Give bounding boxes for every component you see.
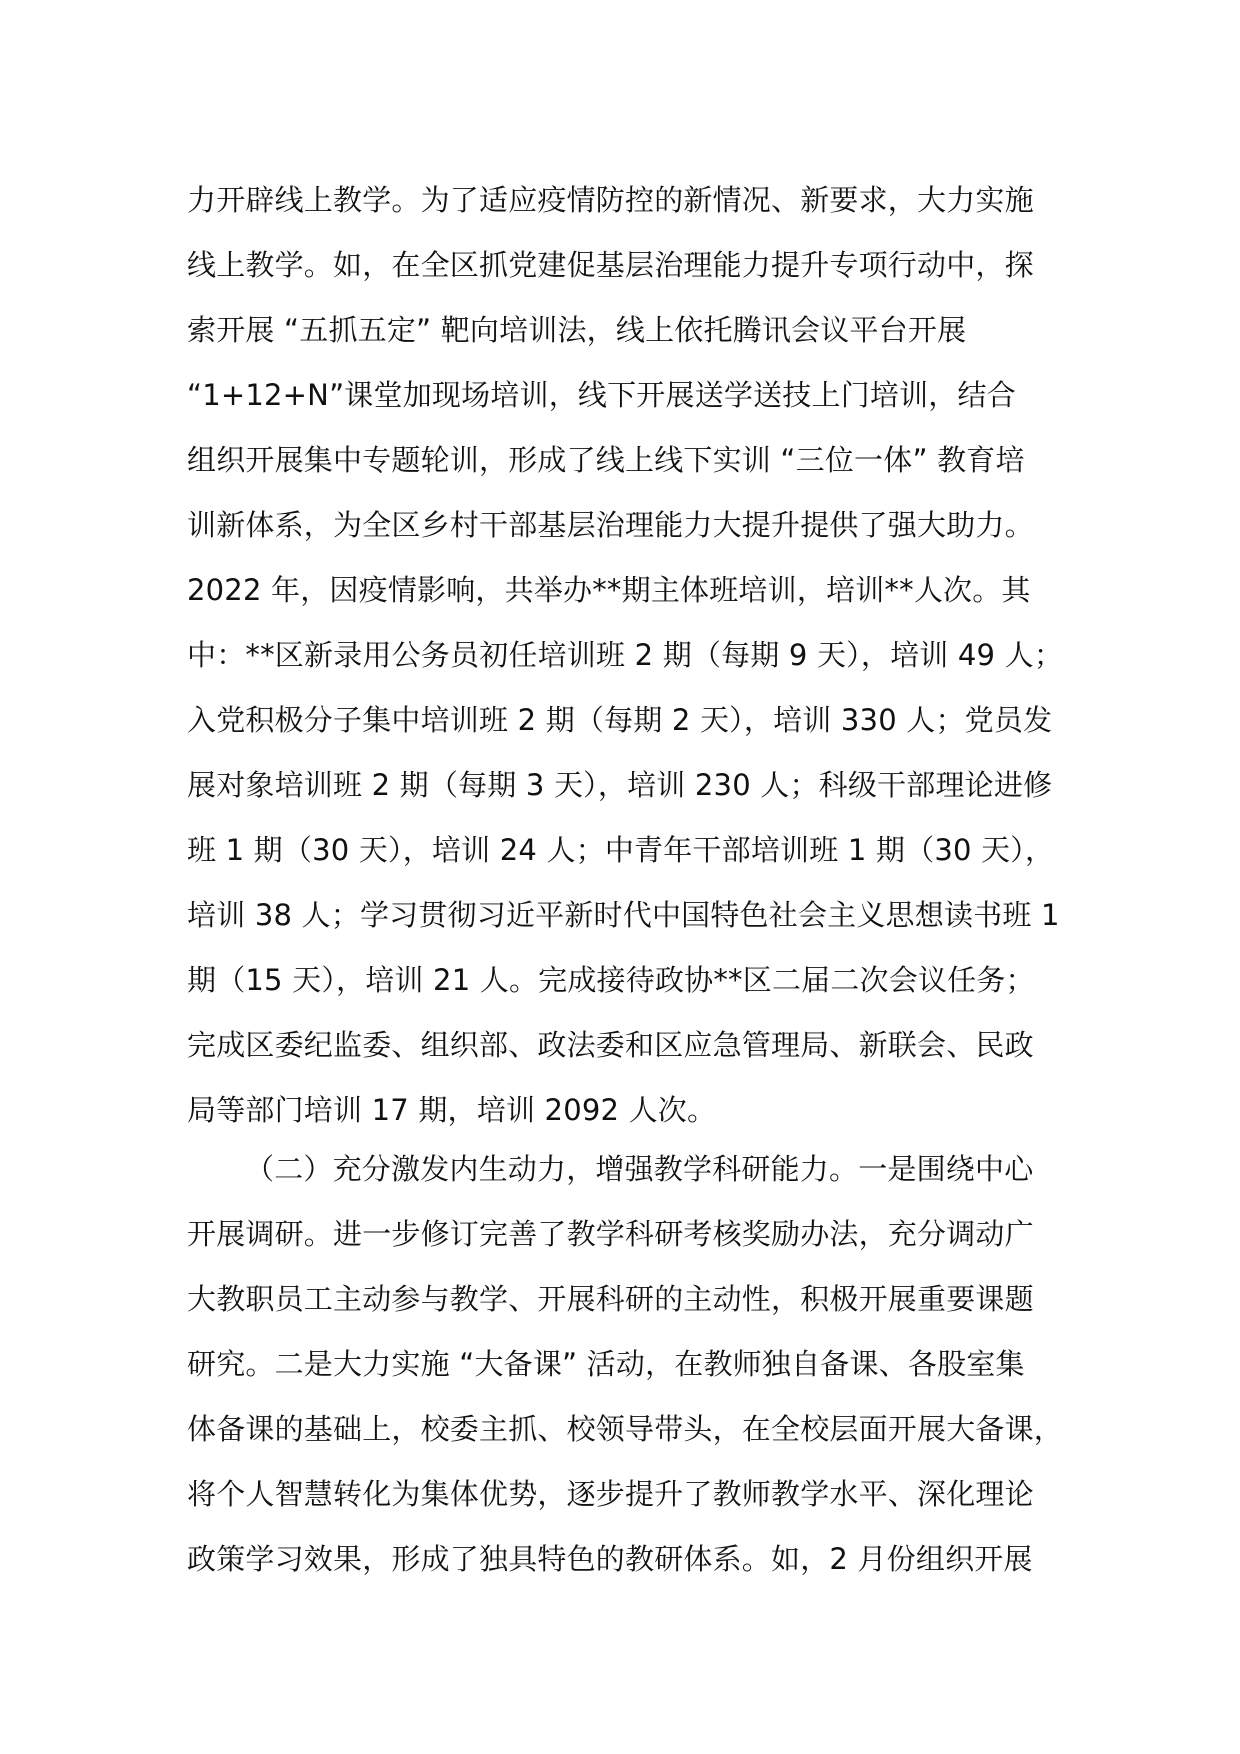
- text-line: 将个人智慧转化为集体优势，逐步提升了教师教学水平、深化理论: [187, 1477, 1034, 1511]
- text-line: 班 1 期（30 天），培训 24 人；中青年干部培训班 1 期（30 天），: [187, 833, 1055, 867]
- text-line: 入党积极分子集中培训班 2 期（每期 2 天），培训 330 人；党员发: [187, 703, 1053, 737]
- text-line: 展对象培训班 2 期（每期 3 天），培训 230 人；科级干部理论进修: [187, 768, 1053, 802]
- text-line: 开展调研。进一步修订完善了教学科研考核奖励办法，充分调动广: [187, 1217, 1034, 1251]
- text-line: 线上教学。如，在全区抓党建促基层治理能力提升专项行动中，探: [187, 248, 1034, 282]
- paragraph-teaching-research: [187, 1137, 1087, 1592]
- text-line: 2022 年，因疫情影响，共举办**期主体班培训，培训**人次。其: [187, 573, 1031, 607]
- text-line: 体备课的基础上，校委主抓、校领导带头，在全校层面开展大备课，: [187, 1412, 1064, 1446]
- text-line: 力开辟线上教学。为了适应疫情防控的新情况、新要求，大力实施: [187, 183, 1034, 217]
- text-line: 局等部门培训 17 期，培训 2092 人次。: [187, 1093, 717, 1127]
- text-line: 大教职员工主动参与教学、开展科研的主动性，积极开展重要课题: [187, 1282, 1034, 1316]
- text-line: 期（15 天），培训 21 人。完成接待政协**区二届二次会议任务；: [187, 963, 1035, 997]
- text-line: 研究。二是大力实施 “大备课” 活动，在教师独自备课、各股室集: [187, 1347, 1025, 1381]
- text-line: 中：**区新录用公务员初任培训班 2 期（每期 9 天），培训 49 人；: [187, 638, 1064, 672]
- section-heading-line: （二）充分激发内生动力，增强教学科研能力。一是围绕中心: [245, 1152, 1034, 1186]
- text-line: 完成区委纪监委、组织部、政法委和区应急管理局、新联会、民政: [187, 1028, 1034, 1062]
- text-line: “1+12+N”课堂加现场培训，线下开展送学送技上门培训，结合: [187, 378, 1016, 412]
- text-line: 培训 38 人；学习贯彻习近平新时代中国特色社会主义思想读书班 1: [187, 898, 1060, 932]
- text-line: 训新体系，为全区乡村干部基层治理能力大提升提供了强大助力。: [187, 508, 1034, 542]
- text-line: 组织开展集中专题轮训，形成了线上线下实训 “三位一体” 教育培: [187, 443, 1025, 477]
- text-line: 政策学习效果，形成了独具特色的教研体系。如，2 月份组织开展: [187, 1542, 1033, 1576]
- text-line: 索开展 “五抓五定” 靶向培训法，线上依托腾讯会议平台开展: [187, 313, 967, 347]
- paragraph-online-teaching: [187, 168, 1087, 1143]
